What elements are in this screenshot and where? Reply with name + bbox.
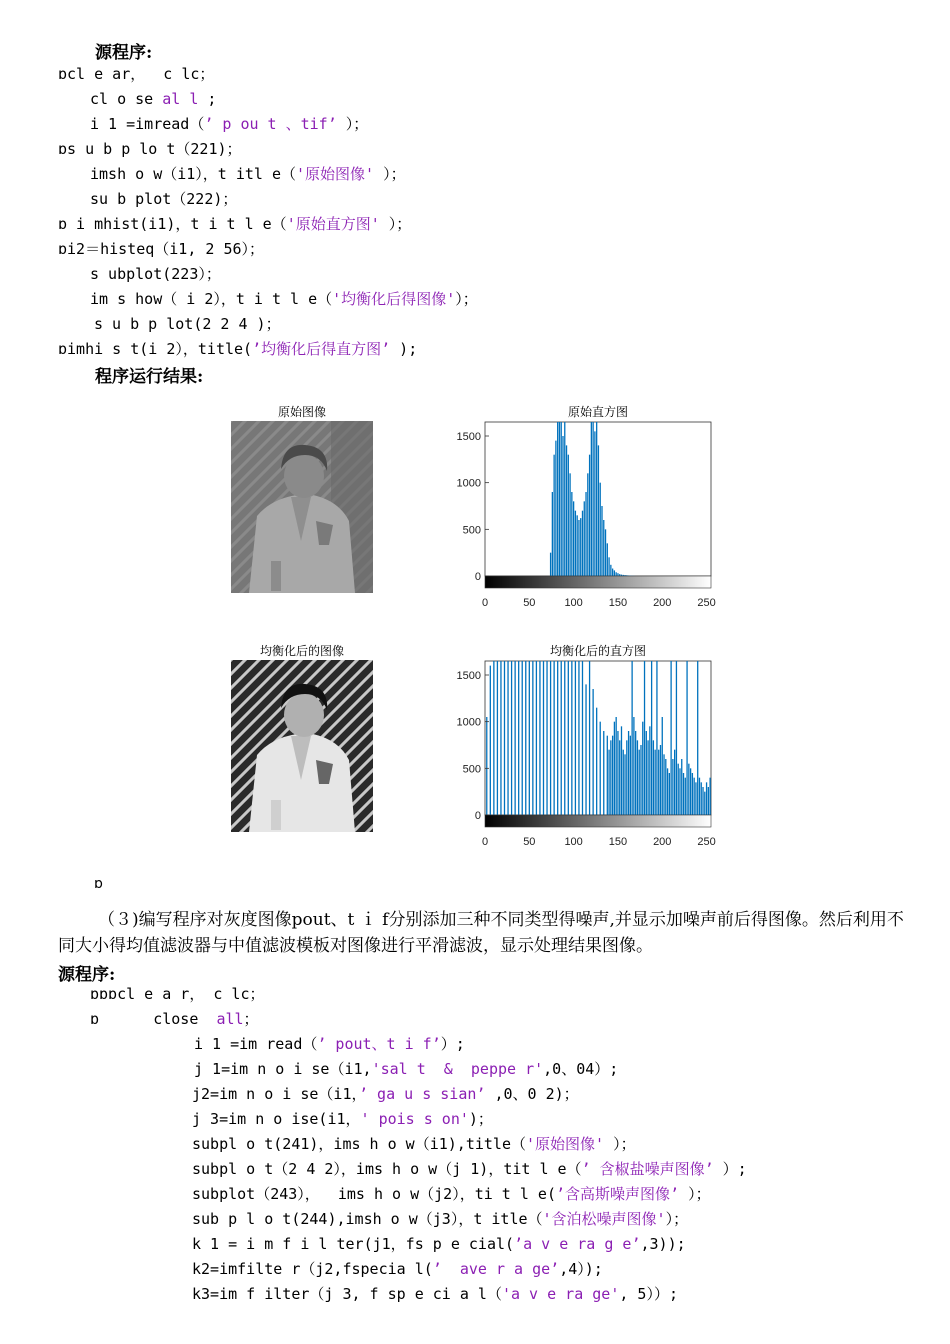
- code-text: imsh o w（i1），t itl e（: [90, 165, 297, 183]
- code-line: [90, 982, 265, 1007]
- eq-hist-title: 均衡化后的直方图: [549, 644, 646, 658]
- code-line: [58, 137, 242, 162]
- code-line: [194, 1032, 465, 1057]
- code-text: ）;: [440, 1035, 465, 1053]
- code-text: j 3=im n o ise(i1，: [192, 1110, 361, 1128]
- orig-hist-title: 原始直方图: [567, 405, 628, 419]
- code-line: [90, 1007, 259, 1032]
- x-tick-label: 0: [481, 597, 489, 609]
- code-text: ）；: [379, 215, 412, 233]
- y-tick-label: 1500: [456, 431, 481, 443]
- code-string: ’ ga u s sian’: [359, 1085, 486, 1103]
- code-line: [58, 212, 411, 237]
- code-line: [90, 112, 368, 137]
- gray-level-bar: [485, 576, 711, 588]
- code-text: i 1 =imread（: [90, 115, 205, 133]
- code-string: ’ p ou t 、tif’: [204, 115, 337, 133]
- orig-image: [231, 421, 373, 593]
- code-string: 'sal t & peppe r': [371, 1060, 544, 1078]
- code-text: im s how（ i 2），t i t l e（: [90, 290, 333, 308]
- code-line: [58, 62, 214, 87]
- code-text: ɒi2＝histeq（i1, 2 56）；: [58, 240, 265, 258]
- code-text: ɒ close: [90, 1010, 217, 1028]
- x-tick-label: 150: [608, 597, 628, 609]
- y-tick-label: 1000: [456, 477, 481, 490]
- code-text: ）；: [604, 1135, 636, 1153]
- orig-histogram: [445, 416, 730, 616]
- code-string: ’a v e ra g e’: [514, 1235, 641, 1253]
- x-tick-label: 200: [653, 836, 672, 848]
- code-line: [192, 1282, 678, 1307]
- code-text: , 5））;: [619, 1285, 678, 1303]
- code-text: k 1 = i m f i l ter(j1，fs p e cial(: [192, 1235, 515, 1253]
- y-tick-label: 0: [474, 810, 481, 822]
- code-text: i 1 =im read（: [194, 1035, 318, 1053]
- code-text: ）;: [713, 1160, 747, 1178]
- eq-histogram: [445, 655, 730, 855]
- code-string: 'a v e ra ge': [501, 1285, 620, 1303]
- y-tick-label: 500: [462, 763, 481, 776]
- code-text: ）；: [336, 115, 369, 133]
- code-line: [192, 1107, 493, 1132]
- code-text: sub p l o t(244),imsh o w（j3），t itle（: [192, 1210, 543, 1228]
- code-text: ,0、0 2)；: [485, 1085, 579, 1103]
- figure-footnote: ɒ: [94, 876, 103, 892]
- code-text: subplot（243）， ims h o w（j2），ti t l e(: [192, 1185, 556, 1203]
- code-string: ’ ave r a ge’: [432, 1260, 560, 1278]
- code-text: k3=im f ilter（j 3, f sp e ci a l（: [192, 1285, 502, 1303]
- code-line: [58, 237, 264, 262]
- code-text: su b plot（222)；: [90, 190, 238, 208]
- x-tick-label: 250: [697, 597, 716, 609]
- code-string: ' pois s on': [360, 1110, 469, 1128]
- x-tick-label: 150: [608, 836, 628, 848]
- code-line: [192, 1207, 688, 1232]
- code-keyword: al l: [162, 90, 199, 108]
- code-text: s ubplot(223）；: [90, 265, 221, 283]
- task-paragraph: （３)编写程序对灰度图像pout、t ｉ f分别添加三种不同类型得噪声,并显示加噪声前后得图像。然后利用不同大小得均值滤波器与中值滤波模板对图像进行平滑滤波，显示处理结果图像。: [58, 910, 904, 956]
- code-line: [90, 187, 237, 212]
- eq-image: [231, 660, 373, 832]
- code-line: [90, 162, 406, 187]
- code-text: ɒɒɒcl e a r， c lc；: [90, 985, 265, 1003]
- x-tick-label: 250: [697, 836, 716, 848]
- x-tick-label: 50: [523, 597, 536, 609]
- code-text: j 1=im n o i se（i1,: [194, 1060, 372, 1078]
- code-line: [90, 262, 221, 287]
- section1-heading: 源程序:: [95, 43, 153, 63]
- code-text: ）；: [679, 1185, 711, 1203]
- code-line: [58, 337, 417, 362]
- code-string: ’ 含椒盐噪声图像’: [581, 1160, 714, 1178]
- code-string: '均衡化后得图像': [332, 290, 456, 308]
- code-string: '原始图像': [526, 1135, 605, 1153]
- y-tick-label: 1500: [456, 670, 481, 682]
- code-text: ɒ i mhist(i1)，t i t l e（: [58, 215, 287, 233]
- code-string: '原始图像': [296, 165, 375, 183]
- code-text: s u b p lot(2 2 4 )；: [94, 315, 281, 333]
- x-tick-label: 0: [481, 836, 489, 848]
- code-text: j2=im n o i se（i1，: [192, 1085, 359, 1103]
- code-text: ）；: [374, 165, 406, 183]
- code-line: [192, 1132, 636, 1157]
- code-line: [192, 1257, 603, 1282]
- code-text: ;: [198, 90, 217, 108]
- code-string: '原始直方图': [286, 215, 380, 233]
- code-text: ɒcl e ar， c lc；: [58, 65, 215, 83]
- code-text: ɒs u b p lo t（221)；: [58, 140, 242, 158]
- code-line: [192, 1232, 686, 1257]
- code-text: )；: [468, 1110, 493, 1128]
- code-line: [192, 1082, 579, 1107]
- code-text: );: [390, 340, 418, 358]
- code-line: [90, 287, 478, 312]
- code-text: ,0、04）;: [543, 1060, 619, 1078]
- eq-image-title: 均衡化后的图像: [259, 644, 344, 658]
- y-tick-label: 1000: [456, 716, 481, 729]
- code-line: [90, 87, 216, 112]
- code-keyword: all: [216, 1010, 244, 1028]
- x-tick-label: 100: [564, 836, 583, 848]
- code-string: ’含高斯噪声图像’: [556, 1185, 680, 1203]
- figure: [220, 398, 730, 860]
- orig-image-title: 原始图像: [277, 405, 326, 419]
- y-tick-label: 500: [462, 524, 481, 537]
- code-string: ’均衡化后得直方图’: [252, 340, 391, 358]
- y-tick-label: 0: [474, 571, 481, 583]
- code-line: [192, 1182, 711, 1207]
- result-heading: 程序运行结果:: [95, 367, 204, 387]
- code-string: '含泊松噪声图像': [542, 1210, 666, 1228]
- x-tick-label: 50: [523, 836, 536, 848]
- code-text: subpl o t（2 4 2），ims h o w（j 1)，tit l e（: [192, 1160, 582, 1178]
- code-text: ）；: [455, 290, 478, 308]
- code-line: [94, 312, 281, 337]
- code-text: k2=imfilte r（j2,fspecia l(: [192, 1260, 433, 1278]
- gray-level-bar: [485, 815, 711, 827]
- code-line: [194, 1057, 618, 1082]
- code-text: ；: [243, 1010, 259, 1028]
- code-text: ,3));: [640, 1235, 686, 1253]
- x-tick-label: 200: [653, 597, 672, 609]
- code-text: ,4）);: [559, 1260, 603, 1278]
- x-tick-label: 100: [564, 597, 583, 609]
- code-string: ’ pout、t i f’: [317, 1035, 441, 1053]
- code-text: ）；: [665, 1210, 689, 1228]
- code-line: [192, 1157, 747, 1182]
- code-text: subpl o t(241)，ims h o w（i1),title（: [192, 1135, 526, 1153]
- code-text: cl o se: [90, 90, 163, 108]
- code-text: ɒimhi s t(i 2），title(: [58, 340, 253, 358]
- section2-heading: 源程序:: [58, 965, 116, 985]
